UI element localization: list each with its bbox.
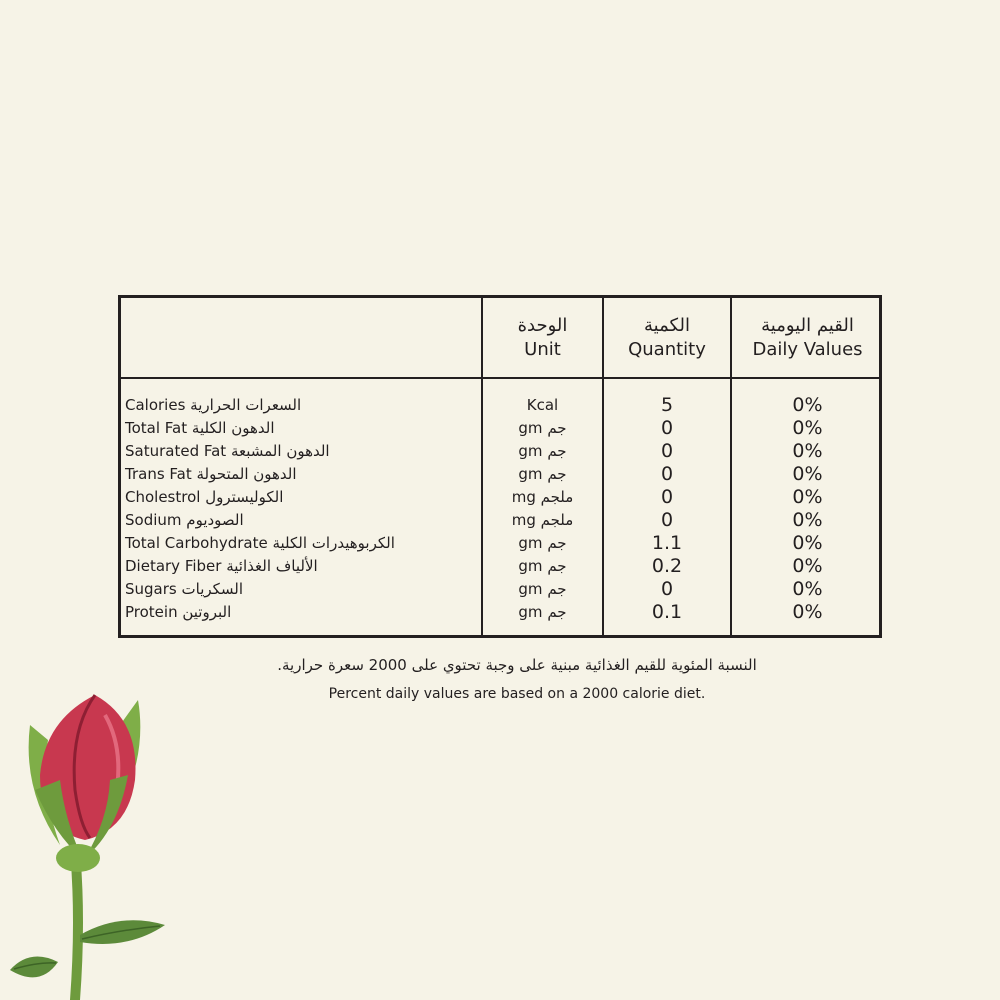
nutrient-quantity: 0 <box>660 417 674 439</box>
unit-header <box>483 298 602 377</box>
table-row <box>121 601 879 624</box>
nutrient-name: Total Fat الدهون الكلية <box>125 419 275 437</box>
nutrient-name: Saturated Fat الدهون المشبعة <box>125 442 330 460</box>
nutrient-daily-value: 0% <box>792 601 823 623</box>
nutrient-unit: gm جم <box>518 580 567 598</box>
table-row <box>121 486 879 509</box>
nutrient-daily-value: 0% <box>792 509 823 531</box>
table-row <box>121 555 879 578</box>
nutrient-unit: gm جم <box>518 465 567 483</box>
quantity-header <box>604 298 730 377</box>
rose-calyx <box>56 844 100 872</box>
rose-leaf-right <box>80 920 165 944</box>
table-row <box>121 394 879 417</box>
nutrient-quantity: 0 <box>660 440 674 462</box>
nutrition-table <box>118 295 882 638</box>
nutrient-unit: mg ملجم <box>511 488 574 506</box>
nutrient-unit: gm جم <box>518 534 567 552</box>
nutrient-unit: mg ملجم <box>511 511 574 529</box>
rose-leaf-left <box>10 957 58 978</box>
nutrient-daily-value: 0% <box>792 555 823 577</box>
table-row <box>121 417 879 440</box>
nutrient-quantity: 1.1 <box>651 532 683 554</box>
nutrient-unit: gm جم <box>518 603 567 621</box>
nutrient-daily-value: 0% <box>792 440 823 462</box>
rose-illustration-icon <box>0 680 180 1000</box>
table-row <box>121 509 879 532</box>
daily-values-header <box>733 298 882 377</box>
nutrient-unit: gm جم <box>518 442 567 460</box>
nutrient-name: Sugars السكريات <box>125 580 244 598</box>
nutrient-unit: gm جم <box>518 557 567 575</box>
nutrient-quantity: 5 <box>660 394 674 416</box>
nutrient-name: Sodium الصوديوم <box>125 511 244 529</box>
nutrient-quantity: 0 <box>660 578 674 600</box>
nutrient-daily-value: 0% <box>792 463 823 485</box>
rose-stem <box>70 850 83 1000</box>
nutrient-name: Protein البروتين <box>125 603 232 621</box>
nutrient-name: Dietary Fiber الألياف الغذائية <box>125 557 318 575</box>
nutrient-unit: Kcal <box>526 396 559 414</box>
quantity-header-ar: الكمية <box>644 314 690 336</box>
nutrient-name: Calories السعرات الحرارية <box>125 396 302 414</box>
table-row <box>121 532 879 555</box>
nutrient-quantity: 0.2 <box>651 555 683 577</box>
nutrient-name: Cholestrol الكوليسترول <box>125 488 284 506</box>
nutrient-quantity: 0.1 <box>651 601 683 623</box>
nutrient-quantity: 0 <box>660 463 674 485</box>
nutrient-daily-value: 0% <box>792 486 823 508</box>
quantity-header-en: Quantity <box>628 338 706 360</box>
nutrient-unit: gm جم <box>518 419 567 437</box>
nutrient-name: Trans Fat الدهون المتحولة <box>125 465 297 483</box>
table-row <box>121 578 879 601</box>
daily-values-header-en: Daily Values <box>752 338 863 360</box>
daily-values-header-ar: القيم اليومية <box>761 314 854 336</box>
table-row <box>121 463 879 486</box>
unit-header-ar: الوحدة <box>517 314 568 336</box>
footnote-arabic: النسبة المئوية للقيم الغذائية مبنية على وجبة تحتوي على 2000 سعرة حرارية. <box>277 656 757 674</box>
footnote-english: Percent daily values are based on a 2000 calorie diet. <box>328 686 706 702</box>
header-divider <box>121 377 879 379</box>
nutrient-daily-value: 0% <box>792 394 823 416</box>
nutrient-name: Total Carbohydrate الكربوهيدرات الكلية <box>125 534 395 552</box>
nutrient-quantity: 0 <box>660 509 674 531</box>
nutrient-quantity: 0 <box>660 486 674 508</box>
nutrient-daily-value: 0% <box>792 578 823 600</box>
nutrient-daily-value: 0% <box>792 532 823 554</box>
nutrient-daily-value: 0% <box>792 417 823 439</box>
table-row <box>121 440 879 463</box>
unit-header-en: Unit <box>524 338 561 360</box>
